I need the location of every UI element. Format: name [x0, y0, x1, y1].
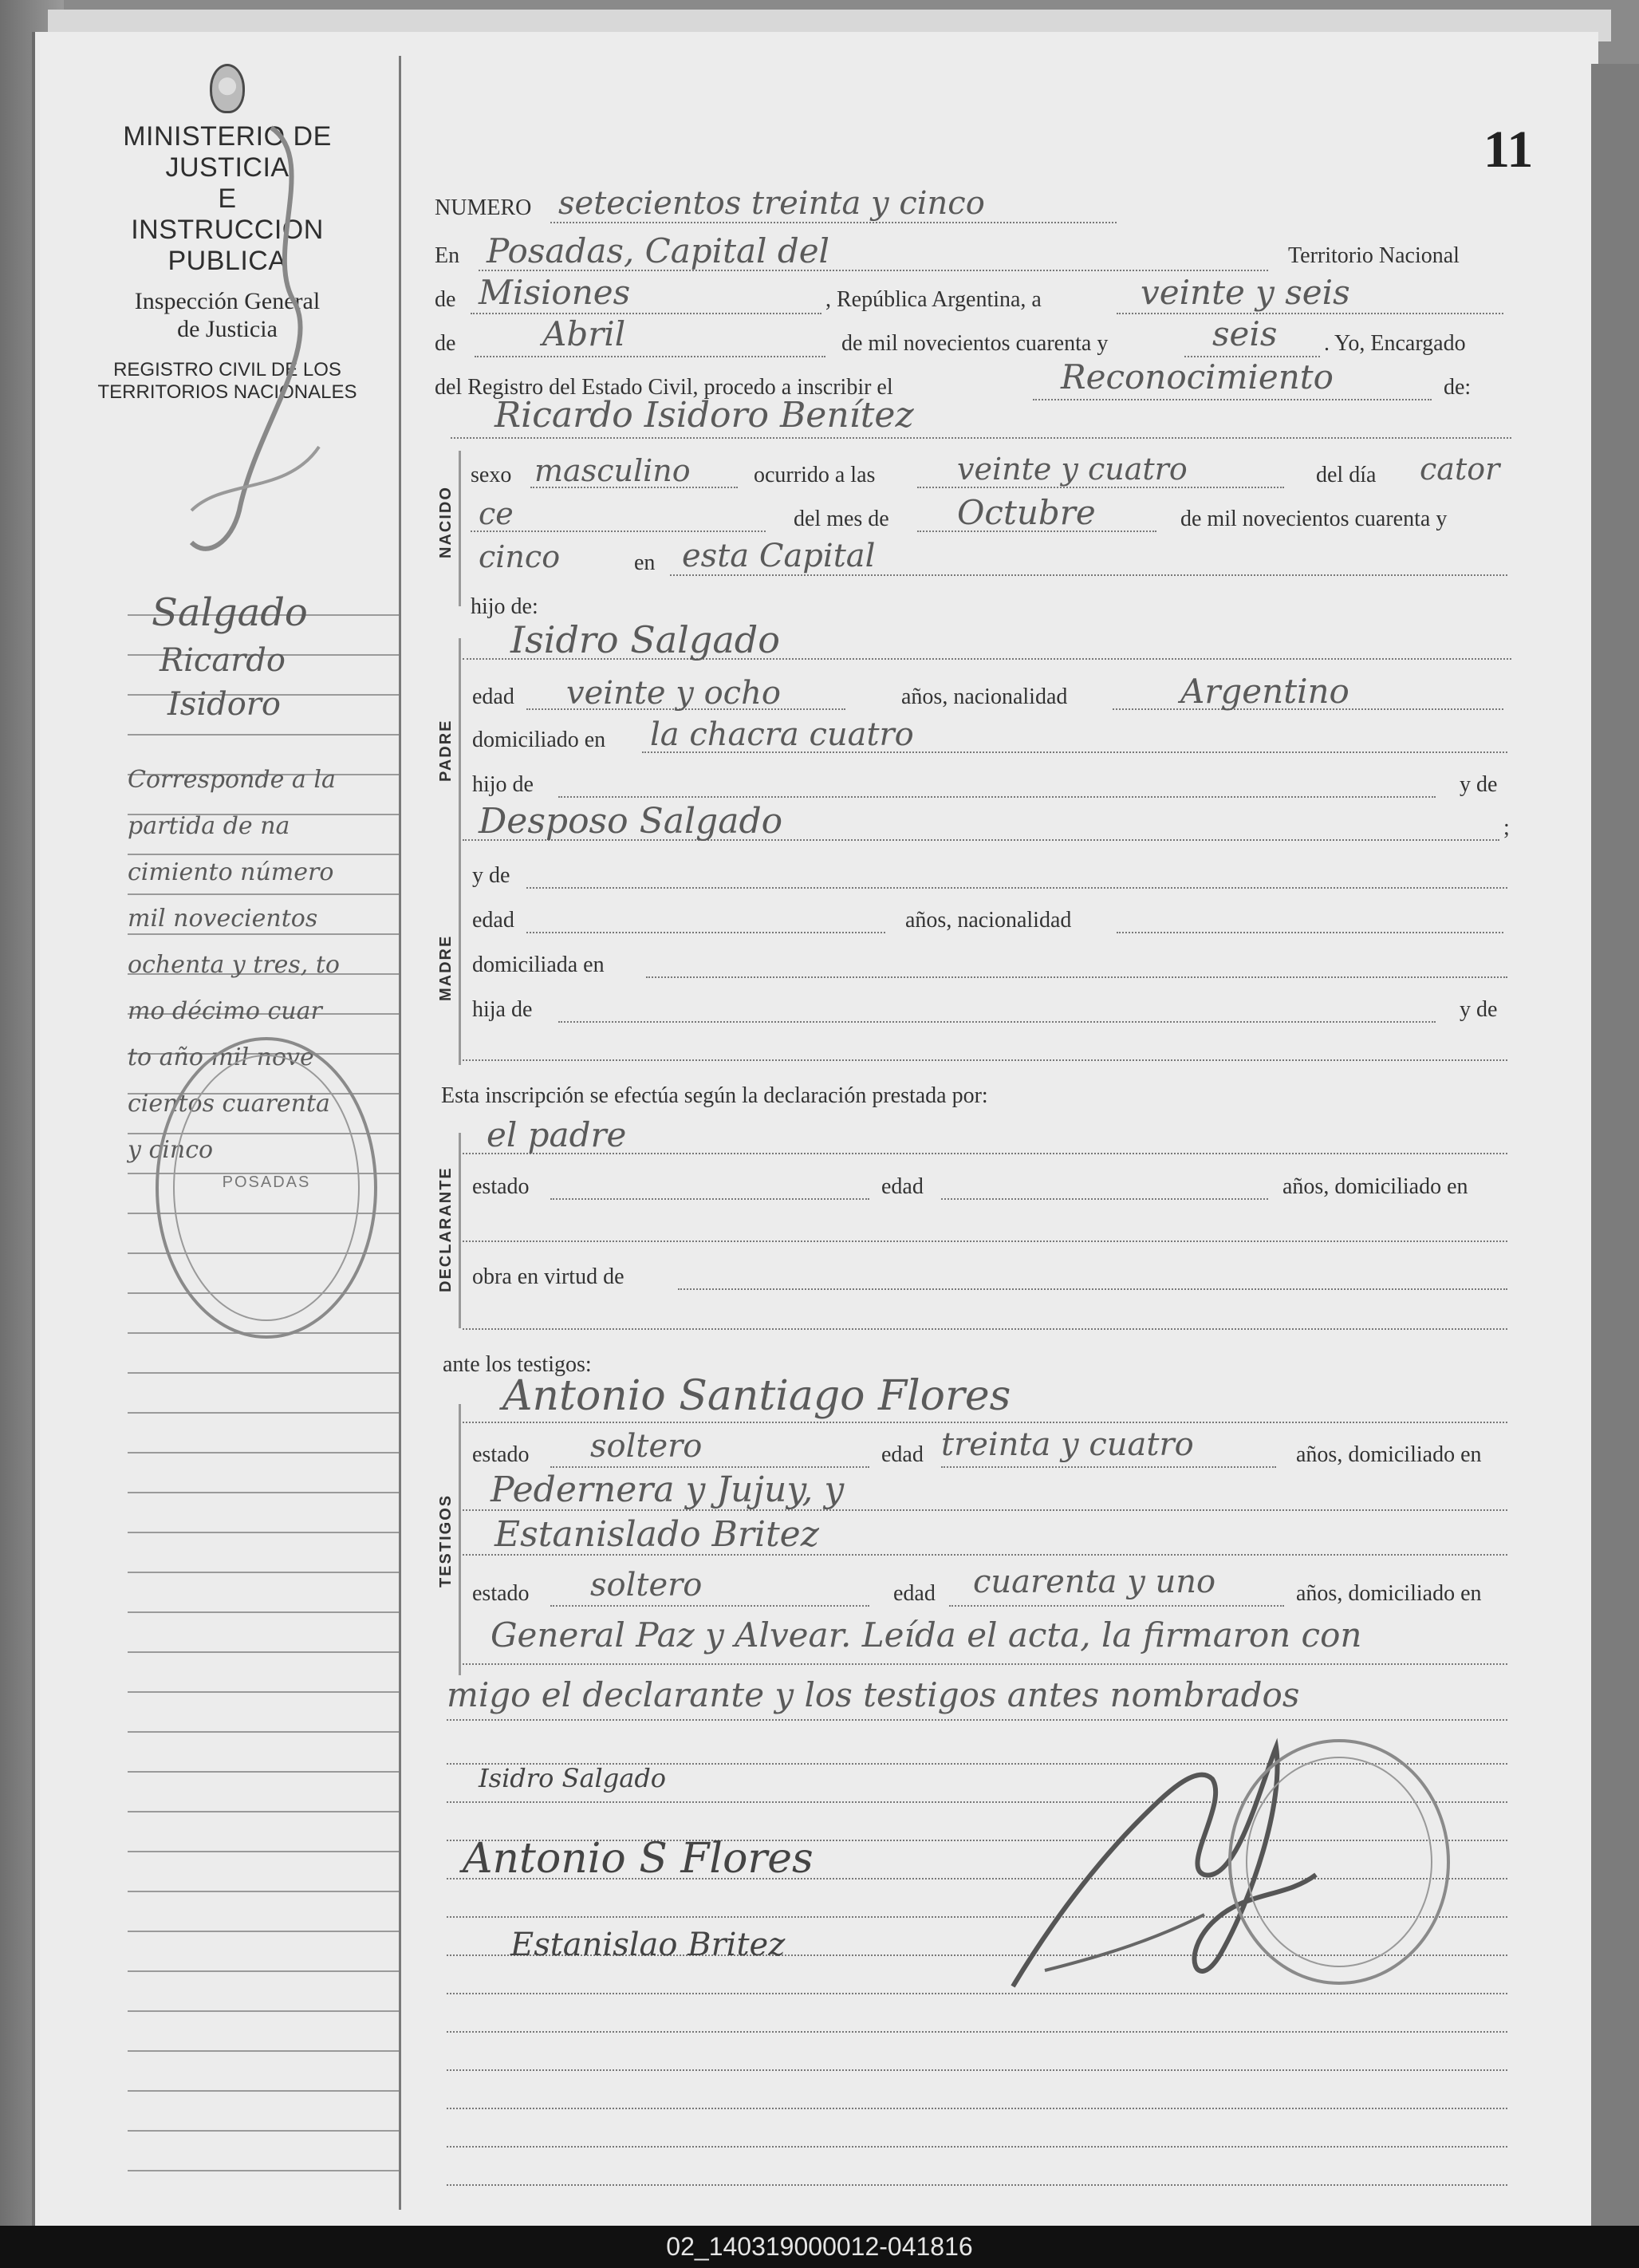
margin-rule-line [128, 2170, 399, 2171]
margin-rule-line [128, 1970, 399, 1972]
declarante-section-label: DECLARANTE [437, 1166, 455, 1292]
nacido-bracket [459, 451, 461, 606]
madre-padre-value: Desposo Salgado [479, 801, 783, 842]
edad-madre-label: edad [472, 908, 514, 933]
margin-rule-line [128, 1611, 399, 1613]
nombre-value: Ricardo Isidoro Benítez [494, 395, 914, 436]
margin-note-line: mo décimo cuar [128, 997, 322, 1025]
registro-label: del Registro del Estado Civil, procedo a inscribir el [435, 375, 893, 400]
margin-rule-line [128, 1372, 399, 1374]
mes-nac-label: del mes de [794, 507, 889, 531]
hija-de-madre-label: hija de [472, 997, 533, 1022]
t2-dom-value: General Paz y Alvear. Leída el acta, la firmaron con [491, 1615, 1362, 1655]
t2-estado-label: estado [472, 1581, 530, 1606]
padre-nombre-value: Isidro Salgado [510, 618, 780, 661]
hijo-label: hijo de: [471, 594, 538, 619]
anios-nac-madre-label: años, nacionalidad [905, 908, 1072, 933]
margin-rule-line [128, 1492, 399, 1493]
t1-dom-value: Pedernera y Jujuy, y [491, 1469, 845, 1510]
numero-value: setecientos treinta y cinco [558, 185, 985, 222]
madre-nombre-line [526, 887, 1507, 889]
y-de-padre-label: y de [1460, 772, 1498, 797]
t1-edad-label: edad [881, 1442, 924, 1467]
hora-line [917, 487, 1284, 488]
cierre-line [447, 1719, 1507, 1721]
margin-rule-line [128, 1412, 399, 1414]
margin-ruled-lines [72, 614, 391, 2210]
signature-line [447, 2184, 1507, 2186]
margin-rule-line [128, 1731, 399, 1733]
ministry-line-6: REGISTRO CIVIL DE LOS [113, 359, 341, 381]
margin-rule-line [128, 1851, 399, 1852]
margin-rule-line [128, 893, 399, 895]
anios-dom-dec-label: años, domiciliado en [1282, 1174, 1468, 1199]
margin-rule-line [128, 1931, 399, 1932]
margin-rule-line [128, 1811, 399, 1812]
signature-antonio: Antonio S Flores [463, 1835, 814, 1883]
margin-rule-line [128, 734, 399, 736]
margin-name-2: Isidoro [167, 686, 282, 723]
registry-seal [1228, 1739, 1450, 1985]
hora-value: veinte y cuatro [957, 452, 1188, 487]
estado-dec-label: estado [472, 1174, 530, 1199]
lugar-value: esta Capital [682, 538, 876, 574]
hija-de-madre-line [558, 1021, 1436, 1023]
numero-line [550, 222, 1117, 223]
ministry-line-4: Inspección General [134, 288, 321, 315]
sexo-label: sexo [471, 463, 512, 487]
testigos-bracket [459, 1404, 461, 1675]
t2-estado-value: soltero [590, 1567, 703, 1603]
hijo-de-padre-label: hijo de [472, 772, 534, 797]
margin-rule-line [128, 2010, 399, 2012]
acto-line [1033, 399, 1432, 400]
dom-madre-label: domiciliada en [472, 953, 605, 977]
ministry-line-2: E [218, 183, 237, 215]
t1-estado-line [550, 1466, 869, 1468]
margin-rule-line [128, 1572, 399, 1573]
declarante-bracket [459, 1133, 461, 1328]
signature-line [447, 2031, 1507, 2033]
margin-stamp [156, 1037, 377, 1339]
de-line [471, 313, 821, 314]
margin-note-line: y cinco [128, 1136, 214, 1164]
padre-section-label: PADRE [437, 719, 455, 782]
margin-note-line: Corresponde a la [128, 766, 336, 794]
scan-id-footer: 02_140319000012-041816 [0, 2226, 1639, 2268]
t2-edad-line [949, 1605, 1284, 1607]
t1-estado-label: estado [472, 1442, 530, 1467]
margin-rule-line [128, 933, 399, 935]
anio-value: seis [1212, 314, 1278, 353]
madre-last-line [463, 1059, 1507, 1061]
de3-label: de: [1444, 375, 1472, 400]
margin-rule-line [128, 2130, 399, 2132]
margin-signature-icon [160, 96, 383, 574]
dom-dec-line [463, 1240, 1507, 1242]
en-nac-label: en [634, 550, 656, 575]
signature-estanislao: Estanislao Britez [510, 1927, 786, 1963]
margin-rule-line [128, 1691, 399, 1693]
margin-rule-line [128, 1771, 399, 1773]
dia-nac-value2: ce [479, 496, 514, 531]
de-label: de [435, 287, 456, 312]
signature-line [447, 2146, 1507, 2148]
t1-nombre-line [463, 1422, 1507, 1423]
margin-stamp-text: POSADAS [222, 1173, 311, 1191]
margin-rule-line [128, 1532, 399, 1533]
dom-padre-label: domiciliado en [472, 728, 606, 752]
dom-padre-value: la chacra cuatro [650, 716, 914, 753]
t1-edad-line [941, 1466, 1276, 1468]
margin-note-line: mil novecientos [128, 905, 318, 933]
edad-dec-label: edad [881, 1174, 924, 1199]
nombre-line [451, 437, 1511, 439]
margin-rule-line [128, 1891, 399, 1892]
t2-anios-dom-label: años, domiciliado en [1296, 1581, 1482, 1606]
cierre-value: migo el declarante y los testigos antes nombrados [447, 1675, 1300, 1714]
testigos-label: ante los testigos: [443, 1352, 592, 1377]
t1-edad-value: treinta y cuatro [941, 1426, 1194, 1463]
declarante-value: el padre [487, 1115, 627, 1154]
margin-rule-line [128, 854, 399, 855]
mes-line [475, 356, 825, 357]
mes-nac-value: Octubre [957, 493, 1096, 532]
dia-line [1117, 313, 1503, 314]
margin-rule-line [128, 1651, 399, 1653]
en-value: Posadas, Capital del [487, 231, 829, 270]
padre-semicolon: ; [1503, 815, 1510, 840]
t1-estado-value: soltero [590, 1428, 703, 1465]
dia-nac-line2 [471, 531, 766, 532]
ministry-line-3: INSTRUCCION PUBLICA [131, 215, 324, 277]
margin-note-line: to año mil nove [128, 1043, 314, 1071]
t1-nombre-value: Antonio Santiago Flores [502, 1372, 1011, 1420]
edad-dec-line [941, 1198, 1268, 1200]
t2-dom-line [463, 1663, 1507, 1665]
acto-value: Reconocimiento [1061, 357, 1334, 396]
edad-padre-value: veinte y ocho [566, 675, 781, 712]
mil-label: de mil novecientos cuarenta y [841, 331, 1109, 356]
margin-rule-line [128, 2090, 399, 2092]
numero-label: NUMERO [435, 195, 532, 220]
del-dia-label: del día [1316, 463, 1377, 487]
de-value: Misiones [479, 273, 631, 312]
mil-nac-label: de mil novecientos cuarenta y [1180, 507, 1448, 531]
padre-bracket [459, 638, 461, 858]
margin-surname: Salgado [152, 590, 308, 635]
madre-section-label: MADRE [437, 934, 455, 1001]
y-de2-madre-label: y de [1460, 997, 1498, 1022]
margin-name-1: Ricardo [160, 642, 286, 679]
signature-line [447, 2108, 1507, 2109]
book-right-edge [1591, 64, 1639, 2226]
obra-line2 [463, 1328, 1507, 1330]
obra-label: obra en virtud de [472, 1264, 624, 1289]
declaracion-label: Esta inscripción se efectúa según la declaración prestada por: [441, 1083, 988, 1108]
margin-note-line: partida de na [128, 812, 290, 840]
mes-value: Abril [542, 314, 626, 353]
ocurrido-label: ocurrido a las [754, 463, 876, 487]
margin-note-line: cientos cuarenta [128, 1090, 330, 1118]
republica-label: , República Argentina, a [825, 287, 1042, 312]
dia-nac-value: cator [1420, 452, 1500, 487]
margin-note-line: cimiento número [128, 858, 334, 886]
madre-bracket [459, 858, 461, 1065]
de2-label: de [435, 331, 456, 356]
signature-line [447, 1993, 1507, 1994]
signature-line [447, 2069, 1507, 2071]
t2-estado-line [550, 1605, 869, 1607]
t2-nombre-value: Estanislado Britez [494, 1514, 819, 1555]
testigos-section-label: TESTIGOS [437, 1493, 455, 1588]
ministry-line-5: de Justicia [177, 315, 278, 342]
obra-line [678, 1288, 1507, 1290]
sexo-value: masculino [534, 453, 691, 488]
nacido-section-label: NACIDO [437, 486, 455, 558]
signature-isidro: Isidro Salgado [479, 1763, 667, 1793]
hijo-de-padre-line [558, 796, 1436, 798]
yo-label: . Yo, Encargado [1324, 331, 1466, 356]
anios-nac-padre-label: años, nacionalidad [901, 684, 1068, 709]
edad-padre-label: edad [472, 684, 514, 709]
page-number: 11 [1483, 120, 1534, 179]
margin-note-line: ochenta y tres, to [128, 951, 340, 979]
t2-edad-label: edad [893, 1581, 936, 1606]
margin-rule-line [128, 2050, 399, 2052]
anio-nac-value: cinco [479, 539, 561, 574]
margin-rule-line [128, 1452, 399, 1453]
edad-madre-line [526, 932, 885, 933]
t1-anios-dom-label: años, domiciliado en [1296, 1442, 1482, 1467]
ministry-line-7: TERRITORIOS NACIONALES [97, 381, 357, 404]
en-label: En [435, 243, 460, 268]
territorio-label: Territorio Nacional [1288, 243, 1460, 268]
dom-madre-line [646, 976, 1507, 978]
estado-dec-line [550, 1198, 869, 1200]
nac-madre-line [1117, 932, 1503, 933]
nac-padre-value: Argentino [1180, 672, 1349, 711]
t2-edad-value: cuarenta y uno [973, 1564, 1216, 1600]
lugar-line [670, 574, 1507, 576]
ministry-line-1: MINISTERIO DE JUSTICIA [123, 121, 332, 183]
y-de-madre-label: y de [472, 863, 510, 888]
dia-value: veinte y seis [1141, 273, 1350, 312]
